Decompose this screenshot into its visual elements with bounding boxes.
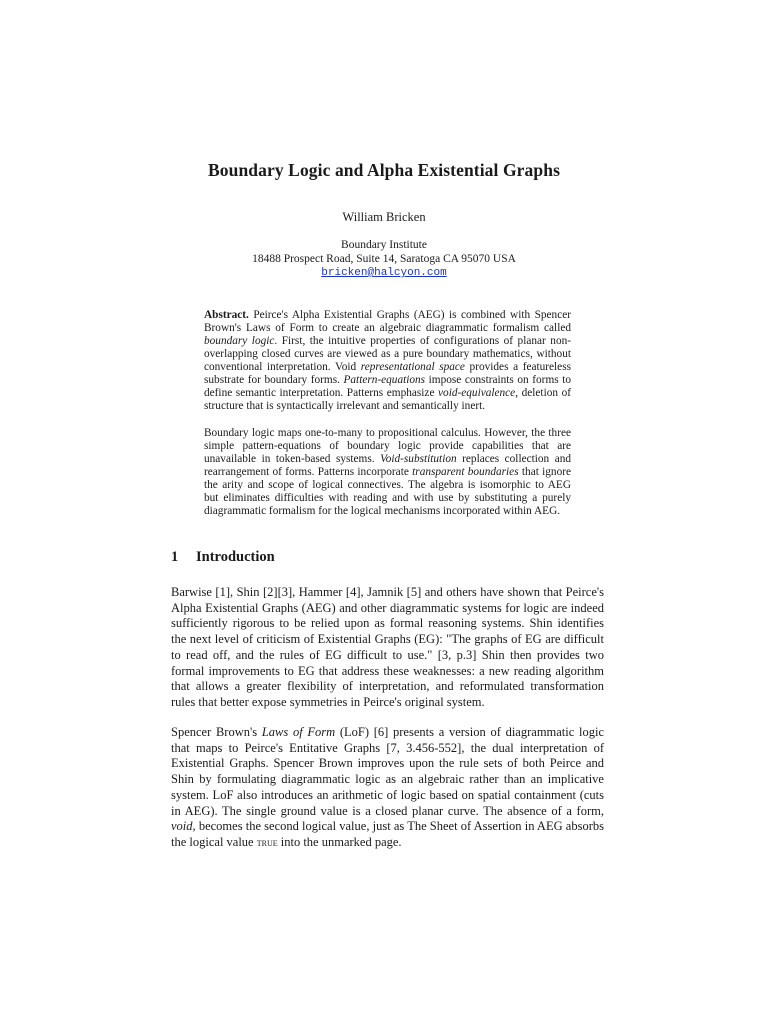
text-line: define semantic interpretation. Patterns emphasize void-equivalence, deletion of [204, 386, 571, 399]
author-name: William Bricken [342, 210, 426, 224]
text-line: void, becomes the second logical value, just as The Sheet of Assertion in AEG absorbs [171, 819, 604, 834]
text-line: the arity and scope of logical connectives. The algebra is isomorphic to AEG [204, 478, 571, 491]
text-line: Boundary logic maps one-to-many to propositional calculus. However, the three [204, 427, 571, 439]
section-heading [171, 549, 275, 566]
institution: Boundary Institute [341, 239, 427, 251]
text-line: Alpha Existential Graphs (AEG) and other diagrammatic systems for logic are indeed [171, 600, 604, 615]
text-line: structure that is syntactically irrelevant and semantically inert. [204, 399, 486, 412]
emphasis: boundary logic [204, 334, 275, 347]
text-line: but eliminates difficulties with reading and with use by substituting a purely [204, 491, 571, 504]
text-line: formal improvements to EG that address these weaknesses: a new reading algorithm [171, 663, 604, 678]
text-line: Barwise [1], Shin [2][3], Hammer [4], Jamnik [5] and others have shown that Peirce's [171, 585, 604, 599]
intro-paragraph-1 [171, 585, 604, 711]
emphasis: Laws of Form [261, 725, 336, 739]
text-line: substrate for boundary forms. Pattern-equations impose constraints on forms to [204, 373, 571, 386]
text-line: sufficiently rigorous to be relied upon as formal reasoning systems. Shin identifies [171, 616, 604, 631]
emphasis: void [171, 819, 193, 834]
text-line: rearrangement of forms. Patterns incorporate transparent boundaries that ignore [204, 465, 572, 478]
text-line: boundary logic. First, the intuitive properties of configurations of planar non- [204, 334, 571, 347]
text-line: the next level of criticism of Existential Graphs (EG): "The graphs of EG are difficult [171, 632, 604, 647]
text-line: conventional interpretation. Void representational space provides a featureless [204, 360, 571, 373]
small-caps-term: true [256, 836, 278, 849]
emphasis: Pattern-equations [343, 373, 426, 386]
abstract-heading: Abstract. [204, 309, 249, 321]
text-line: overlapping closed curves are viewed as a pure boundary mathematics, without [204, 347, 571, 360]
email-link[interactable]: bricken@halcyon.com [321, 267, 447, 279]
address: 18488 Prospect Road, Suite 14, Saratoga CA 95070 USA [252, 252, 516, 265]
emphasis: transparent boundaries [412, 465, 519, 478]
abstract-paragraph-1 [204, 309, 571, 413]
text-line: system. LoF also introduces an arithmetic of logic based on spatial containment (cuts [171, 787, 604, 802]
text-line: Abstract. Peirce's Alpha Existential Graphs (AEG) is combined with Spencer [204, 309, 571, 321]
text-line: unavailable in token-based systems. Void-substitution replaces collection and [204, 452, 572, 465]
text-line: Brown's Laws of Form to create an algebraic diagrammatic formalism called [204, 321, 571, 334]
text-line: rules that better expose symmetries in Peirce's original system. [171, 694, 485, 709]
emphasis: Void-substitution [380, 452, 457, 465]
text-line: Existential Graphs. Spencer Brown improves upon the rule sets of both Peirce and [171, 756, 604, 771]
section-title: Introduction [196, 549, 275, 565]
text-line: Shin by formulating diagrammatic logic as an algebraic rather than an implicative [171, 772, 604, 787]
text-line: diagrammatic formalism for the logical mechanisms incorporated within AEG. [204, 504, 561, 517]
text-line: in AEG). The single ground value is a closed planar curve. The absence of a form, [171, 803, 604, 818]
abstract-paragraph-2 [204, 427, 571, 518]
intro-paragraph-2 [171, 725, 604, 852]
text-line: that allows a greater flexibility of interpretation, and reformulated transformation [171, 679, 604, 694]
text-line: the logical value true into the unmarked page. [171, 834, 402, 849]
affiliation-block [0, 239, 768, 281]
text-line: simple pattern-equations of boundary logic provide capabilities that are [204, 439, 571, 452]
section-number: 1 [171, 549, 179, 565]
text-line: Spencer Brown's Laws of Form (LoF) [6] presents a version of diagrammatic logic [171, 725, 605, 739]
text-line: that maps to Peirce's Entitative Graphs [7, 3.456-552], the dual interpretation of [171, 740, 604, 755]
paper-title: Boundary Logic and Alpha Existential Graphs [208, 160, 560, 180]
emphasis: representational space [360, 360, 465, 373]
text-line: to read off, and the rules of EG difficult to use." [3, p.3] Shin then provides two [171, 647, 604, 662]
emphasis: void-equivalence [438, 386, 516, 399]
